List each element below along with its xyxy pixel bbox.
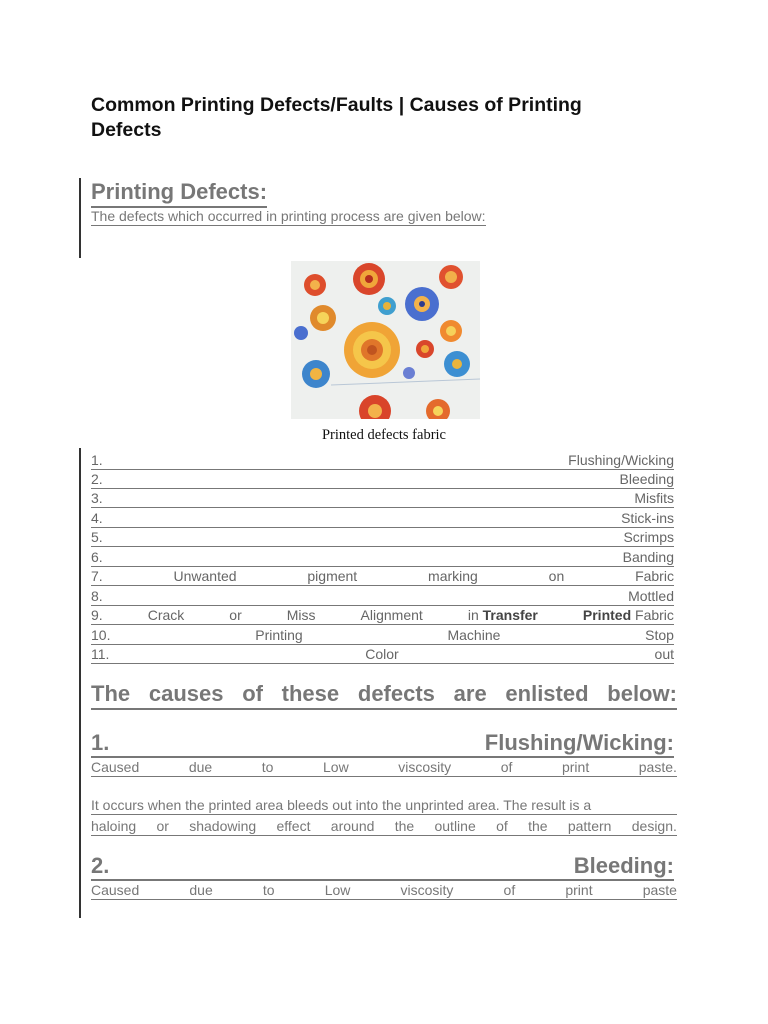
fabric-photo (291, 261, 480, 419)
word: to (262, 882, 275, 898)
defect-word: out (654, 646, 674, 662)
defect-word: Bleeding (619, 471, 674, 487)
word: paste (642, 882, 677, 898)
word: of (242, 681, 263, 706)
cause1-title: Flushing/Wicking: (484, 730, 674, 755)
defect-word: marking (428, 568, 478, 584)
defect-word: Misfits (634, 490, 674, 506)
defect-list-item[interactable] (91, 605, 674, 625)
word: outline (434, 818, 476, 834)
word: the (528, 818, 548, 834)
word: of (496, 818, 508, 834)
defect-word: Stop (645, 627, 674, 643)
defect-list-item[interactable] (91, 547, 674, 567)
word: print (561, 759, 590, 775)
defect-word: Fabric (635, 568, 674, 584)
page-title-line1: Common Printing Defects/Faults | Causes of Printing (91, 94, 582, 116)
defect-number: 10. (91, 627, 111, 643)
cause2-caused-line (91, 881, 677, 900)
cause1-heading[interactable] (91, 730, 674, 758)
defect-list-item[interactable] (91, 566, 674, 586)
defect-list-item[interactable] (91, 450, 674, 470)
defect-number: 8. (91, 588, 103, 604)
image-caption: Printed defects fabric (321, 427, 446, 443)
left-margin-bar (79, 448, 81, 918)
page-title (91, 93, 651, 143)
word: or (156, 818, 169, 834)
defect-word: Printing (255, 627, 303, 643)
word: below: (607, 681, 677, 706)
cause2-number: 2. (91, 853, 110, 878)
word: of (503, 882, 516, 898)
defect-list-item[interactable] (91, 527, 674, 547)
word: Caused (91, 882, 140, 898)
cause1-paragraph[interactable] (91, 758, 677, 779)
cause1-desc-line2 (91, 817, 677, 836)
cause2-title: Bleeding: (573, 853, 674, 878)
word: causes (148, 681, 224, 706)
cause2-paragraph[interactable] (91, 881, 677, 902)
word: these (281, 681, 340, 706)
defect-number: 1. (91, 452, 103, 468)
defect-word: in Transfer (467, 607, 538, 623)
defect-word: Stick-ins (621, 510, 674, 526)
defect-word: or (229, 607, 242, 623)
word: paste. (638, 759, 677, 775)
defect-number: 3. (91, 490, 103, 506)
word: defects (357, 681, 435, 706)
cause2-heading[interactable] (91, 853, 674, 881)
word: Low (324, 882, 351, 898)
cause1-caused-line (91, 758, 677, 777)
word: of (500, 759, 513, 775)
defect-word: Miss (286, 607, 316, 623)
word: are (453, 681, 487, 706)
defect-word: on (548, 568, 565, 584)
defect-word: Crack (147, 607, 185, 623)
word: Low (323, 759, 349, 775)
defect-number: 9. (91, 607, 103, 623)
defect-word: Unwanted (173, 568, 237, 584)
defect-word: Mottled (628, 588, 674, 604)
word: shadowing (189, 818, 257, 834)
word: viscosity (398, 759, 452, 775)
word: due (188, 759, 213, 775)
defect-number: 2. (91, 471, 103, 487)
defect-list-item[interactable] (91, 644, 674, 664)
intro-text[interactable]: The defects which occurred in printing process are given below: (91, 208, 486, 224)
word: the (394, 818, 415, 834)
defect-list-item[interactable] (91, 625, 674, 645)
defect-number: 6. (91, 549, 103, 565)
defect-word: Banding (622, 549, 674, 565)
word: design. (631, 818, 677, 834)
defect-number: 4. (91, 510, 103, 526)
defect-list-item[interactable] (91, 469, 674, 489)
word: haloing (91, 818, 137, 834)
section-heading[interactable]: Printing Defects: (91, 178, 267, 208)
defect-list-item[interactable] (91, 508, 674, 528)
word: Caused (91, 759, 140, 775)
defect-word: pigment (307, 568, 358, 584)
word: to (261, 759, 274, 775)
cause1-number: 1. (91, 730, 110, 755)
left-margin-bar (79, 178, 81, 258)
page-title-line2: Defects (91, 119, 162, 141)
defect-number: 11. (91, 646, 110, 662)
causes-heading[interactable] (91, 680, 677, 710)
defect-list-item[interactable] (91, 586, 674, 606)
defect-word: Printed Fabric (582, 607, 674, 623)
defect-word: Color (365, 646, 399, 662)
defect-number: 7. (91, 568, 103, 584)
word: viscosity (400, 882, 454, 898)
cause1-description[interactable] (91, 796, 677, 838)
defect-word: Flushing/Wicking (568, 452, 674, 468)
defect-word: Alignment (360, 607, 423, 623)
cause1-desc-line1: It occurs when the printed area bleeds out into the unprinted area. The result is a (91, 796, 677, 815)
word: The (91, 681, 131, 706)
defect-word: Scrimps (623, 529, 674, 545)
defect-word: Machine (447, 627, 501, 643)
defect-list-item[interactable] (91, 488, 674, 508)
word: print (565, 882, 593, 898)
word: pattern (567, 818, 612, 834)
word: due (189, 882, 213, 898)
word: around (330, 818, 375, 834)
word: enlisted (505, 681, 589, 706)
word: effect (276, 818, 311, 834)
defect-number: 5. (91, 529, 103, 545)
